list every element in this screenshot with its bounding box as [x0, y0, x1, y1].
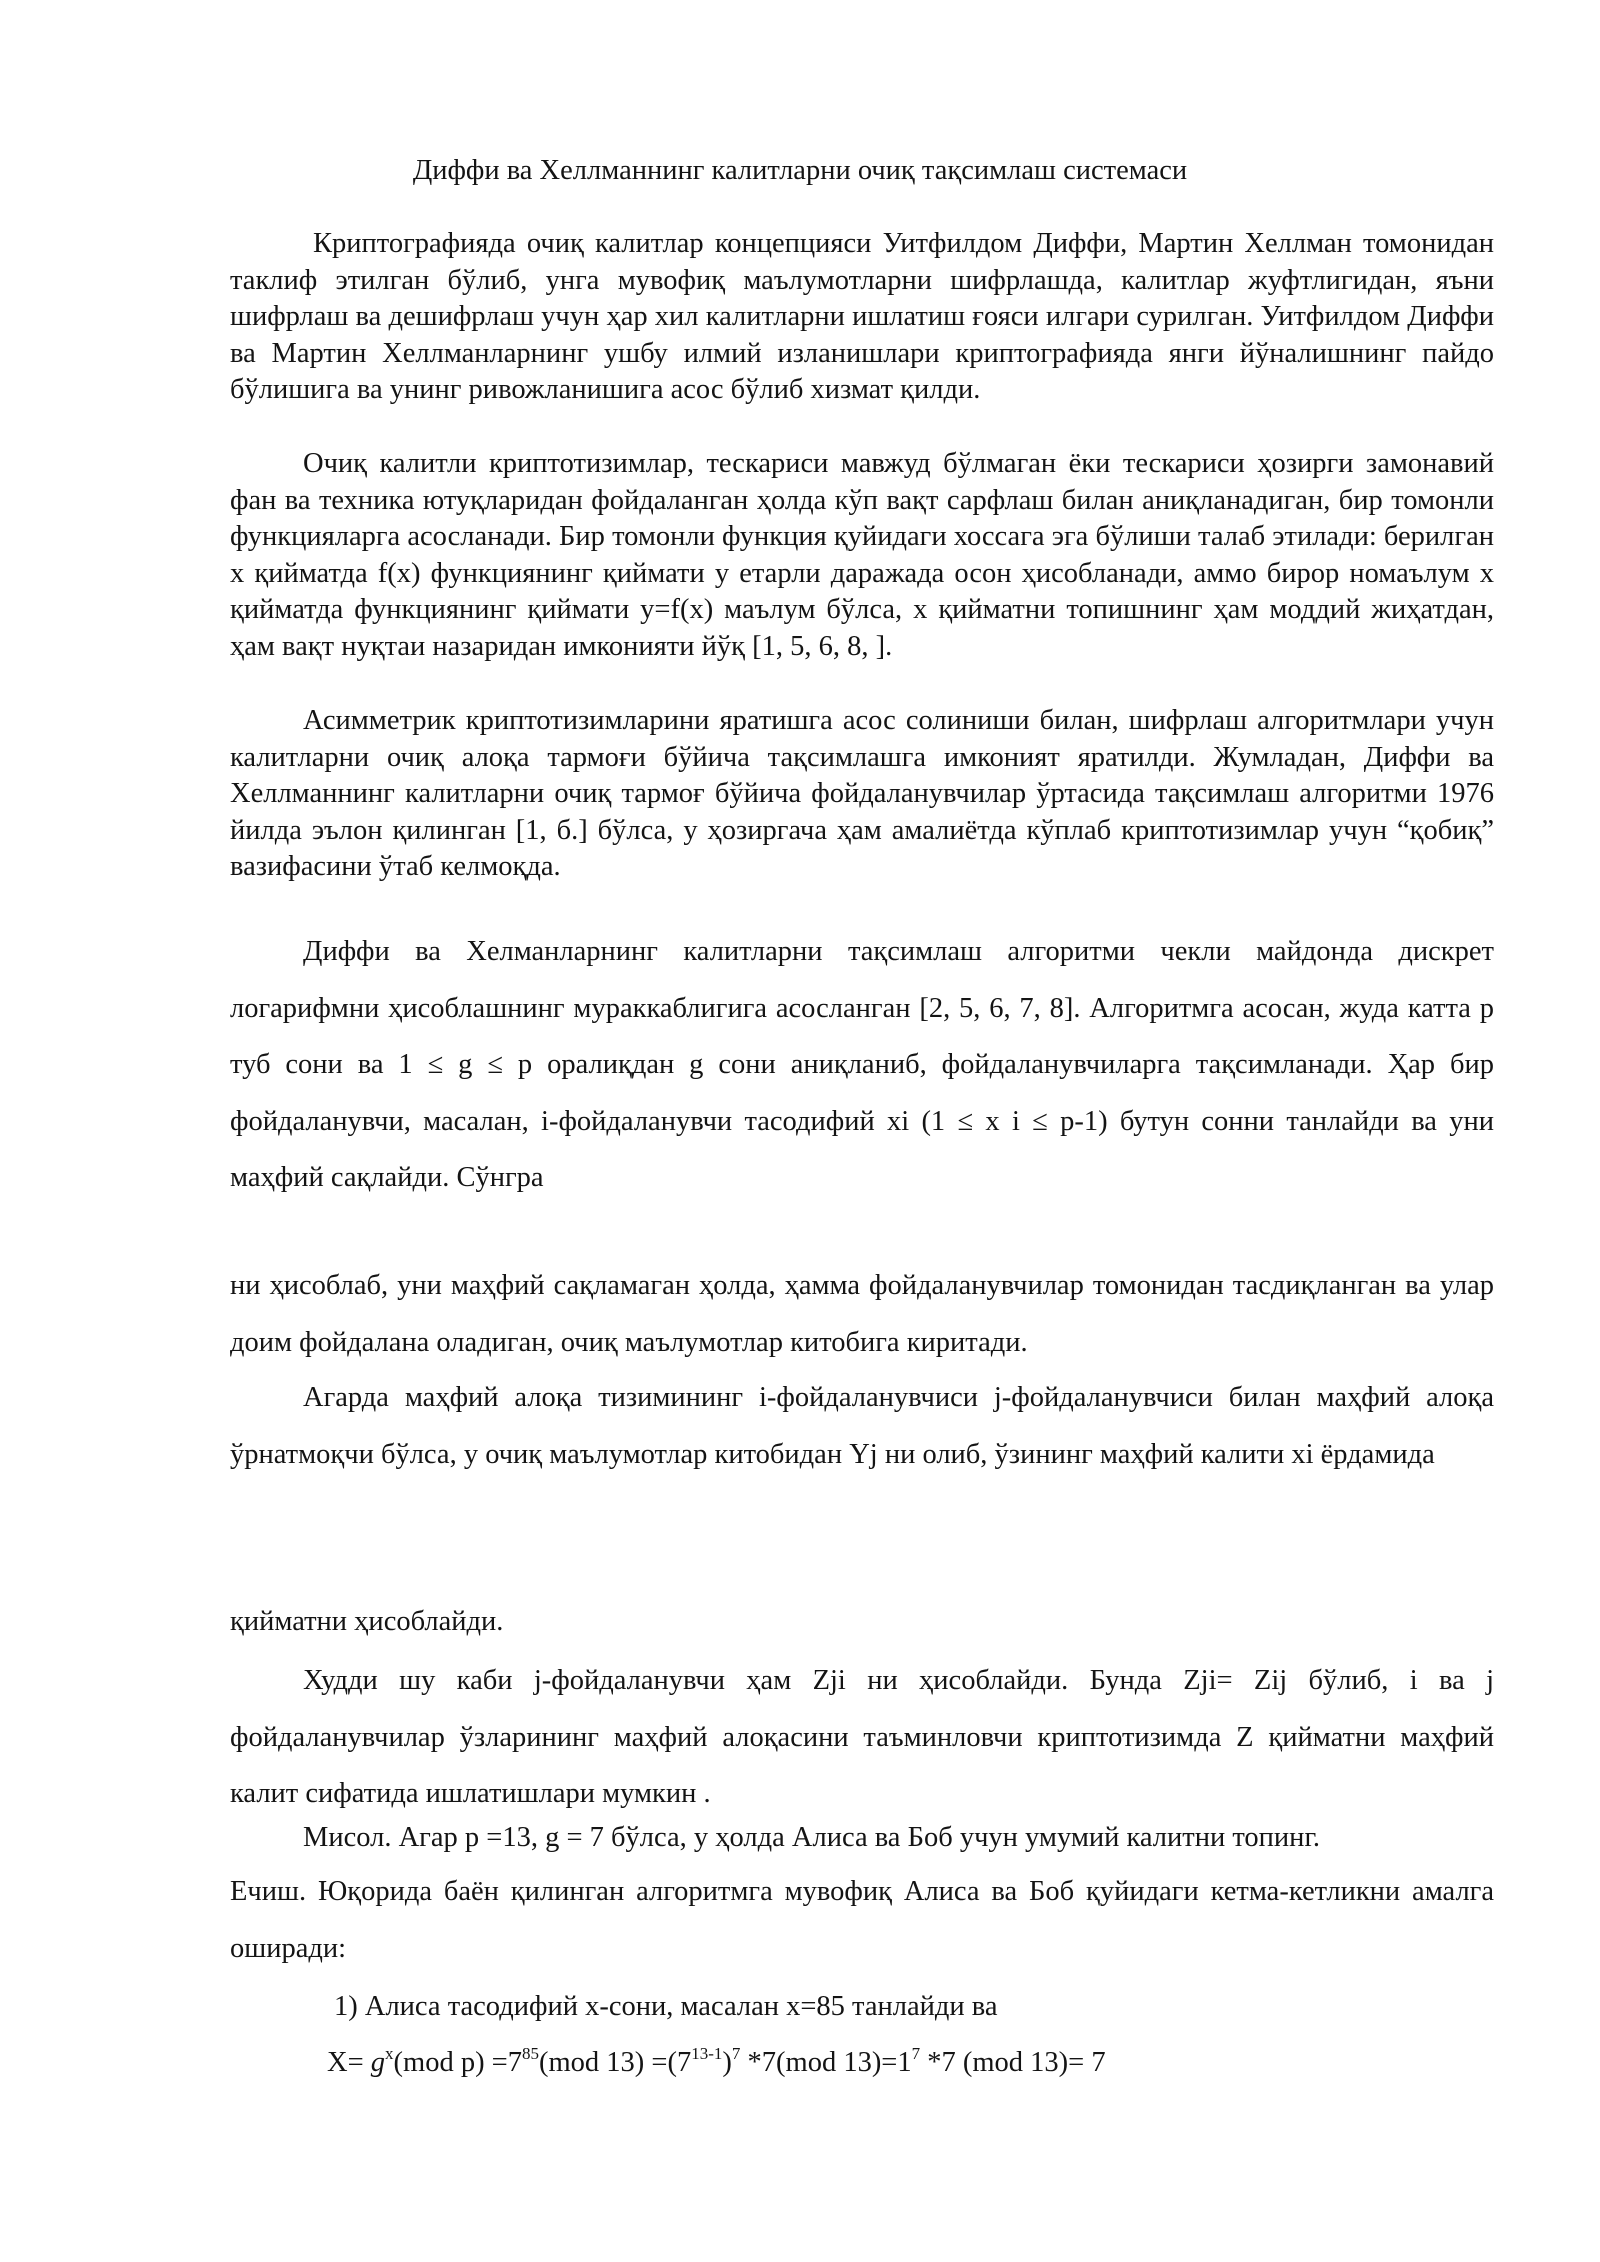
solution-step-1: 1) Алиса тасодифий x-сони, масалан x=85 танлайди ва: [334, 1991, 998, 2022]
formula-part-2: (mod 13) =(7: [539, 2047, 692, 2078]
formula-g: g: [370, 2047, 386, 2078]
example-statement: Мисол. Агар p =13, g = 7 бўлса, у ҳолда Алиса ва Боб учун умумий калитни топинг.: [303, 1822, 1321, 1853]
paragraph-public-key-concept: Криптографияда очиқ калитлар концепцияси Уитфилдом Диффи, Мартин Хеллман томонидан таклиф этилган бўлиб, унга мувофиқ маълумотларни шифрлашда, калитлар жуфтлигидан, яъни шифрлаш ва дешифрлаш учун ҳар хил калитларни ишлатиш ғояси илгари сурилган. Уитфилдом Диффи ва Мартин Хеллманларнинг ушбу илмий изланишлари криптографияда янги йўналишнинг пайдо бўлишига ва унинг ривожланишига асос бўлиб хизмат қилди.: [230, 228, 1494, 406]
formula-part-4: *7(mod 13)=1: [740, 2047, 912, 2078]
formula-exp-13: 13-1: [691, 2044, 723, 2063]
formula-part-1: (mod p) =7: [393, 2047, 523, 2078]
formula-exp-x: x: [385, 2044, 394, 2063]
formula-exp-7a: 7: [731, 2044, 741, 2063]
paragraph-secret-communication: Агарда маҳфий алоқа тизимининг i-фойдаланувчиси j-фойдаланувчиси билан маҳфий алоқа ўрнатмоқчи бўлса, у очиқ маълумотлар китобидан Yj ни олиб, ўзининг маҳфий калити xi ёрдамида: [230, 1382, 1494, 1470]
paragraph-public-directory: ни ҳисоблаб, уни маҳфий сақламаган ҳолда, ҳамма фойдаланувчилар томонидан тасдиқланган ва улар доим фойдалана оладиган, очиқ маълумотлар китобига киритади.: [230, 1270, 1494, 1358]
paragraph-algorithm-basis: Диффи ва Хелманларнинг калитларни тақсимлаш алгоритми чекли майдонда дискрет логарифмни ҳисоблашнинг мураккаблигига асосланган [2, 5, 6, 7, 8]. Алгоритмга асосан, жуда катта p туб сони ва 1 ≤ g ≤ p оралиқдан g сони аниқланиб, фойдаланувчиларга тақсимланади. Ҳар бир фойдаланувчи, масалан, i-фойдаланувчи тасодифий xi (1 ≤ x i ≤ p-1) бутун сонни танлайди ва уни маҳфий сақлайди. Сўнгра: [230, 936, 1494, 1193]
formula-part-3: ): [722, 2047, 732, 2078]
document-title: Диффи ва Хеллманнинг калитларни очиқ тақсимлаш системаси: [412, 155, 1188, 186]
formula-lhs: X=: [327, 2047, 371, 2078]
formula-alice-key: [327, 2045, 1106, 2081]
paragraph-compute-value: қийматни ҳисоблайди.: [230, 1606, 504, 1637]
formula-part-5: *7 (mod 13)= 7: [920, 2047, 1106, 2078]
paragraph-one-way-functions: Очиқ калитли криптотизимлар, тескариси мавжуд бўлмаган ёки тескариси ҳозирги замонавий фан ва техника ютуқларидан фойдаланган ҳолда кўп вақт сарфлаш билан аниқланадиган, бир томонли функцияларга асосланади. Бир томонли функция қуйидаги хоссага эга бўлиши талаб этилади: берилган x қийматда f(x) функциянинг қиймати y етарли даражада осон ҳисобланади, аммо бирор номаълум x қийматда функциянинг қиймати y=f(x) маълум бўлса, x қийматни топишнинг ҳам моддий жиҳатдан, ҳам вақт нуқтаи назаридан имконияти йўқ [1, 5, 6, 8, ].: [230, 448, 1494, 662]
paragraph-shared-key: Худди шу каби j-фойдаланувчи ҳам Zji ни ҳисоблайди. Бунда Zji= Zij бўлиб, i ва j фойдаланувчилар ўзларининг маҳфий алоқасини таъминловчи криптотизимда Z қийматни маҳфий калит сифатида ишлатишлари мумкин .: [230, 1665, 1494, 1809]
formula-exp-85: 85: [522, 2044, 540, 2063]
solution-intro: Ечиш. Юқорида баён қилинган алгоритмга мувофиқ Алиса ва Боб қуйидаги кетма-кетликни амалга оширади:: [230, 1876, 1494, 1964]
paragraph-asymmetric-systems: Асимметрик криптотизимларини яратишга асос солиниши билан, шифрлаш алгоритмлари учун калитларни очиқ алоқа тармоғи бўйича тақсимлашга имконият яратилди. Жумладан, Диффи ва Хеллманнинг калитларни очиқ тармоғ бўйича фойдаланувчилар ўртасида тақсимлаш алгоритми 1976 йилда эълон қилинган [1, б.] бўлса, у ҳозиргача ҳам амалиётда кўплаб криптотизимлар учун “қобиқ” вазифасини ўтаб келмоқда.: [230, 705, 1494, 883]
formula-exp-7b: 7: [911, 2044, 921, 2063]
